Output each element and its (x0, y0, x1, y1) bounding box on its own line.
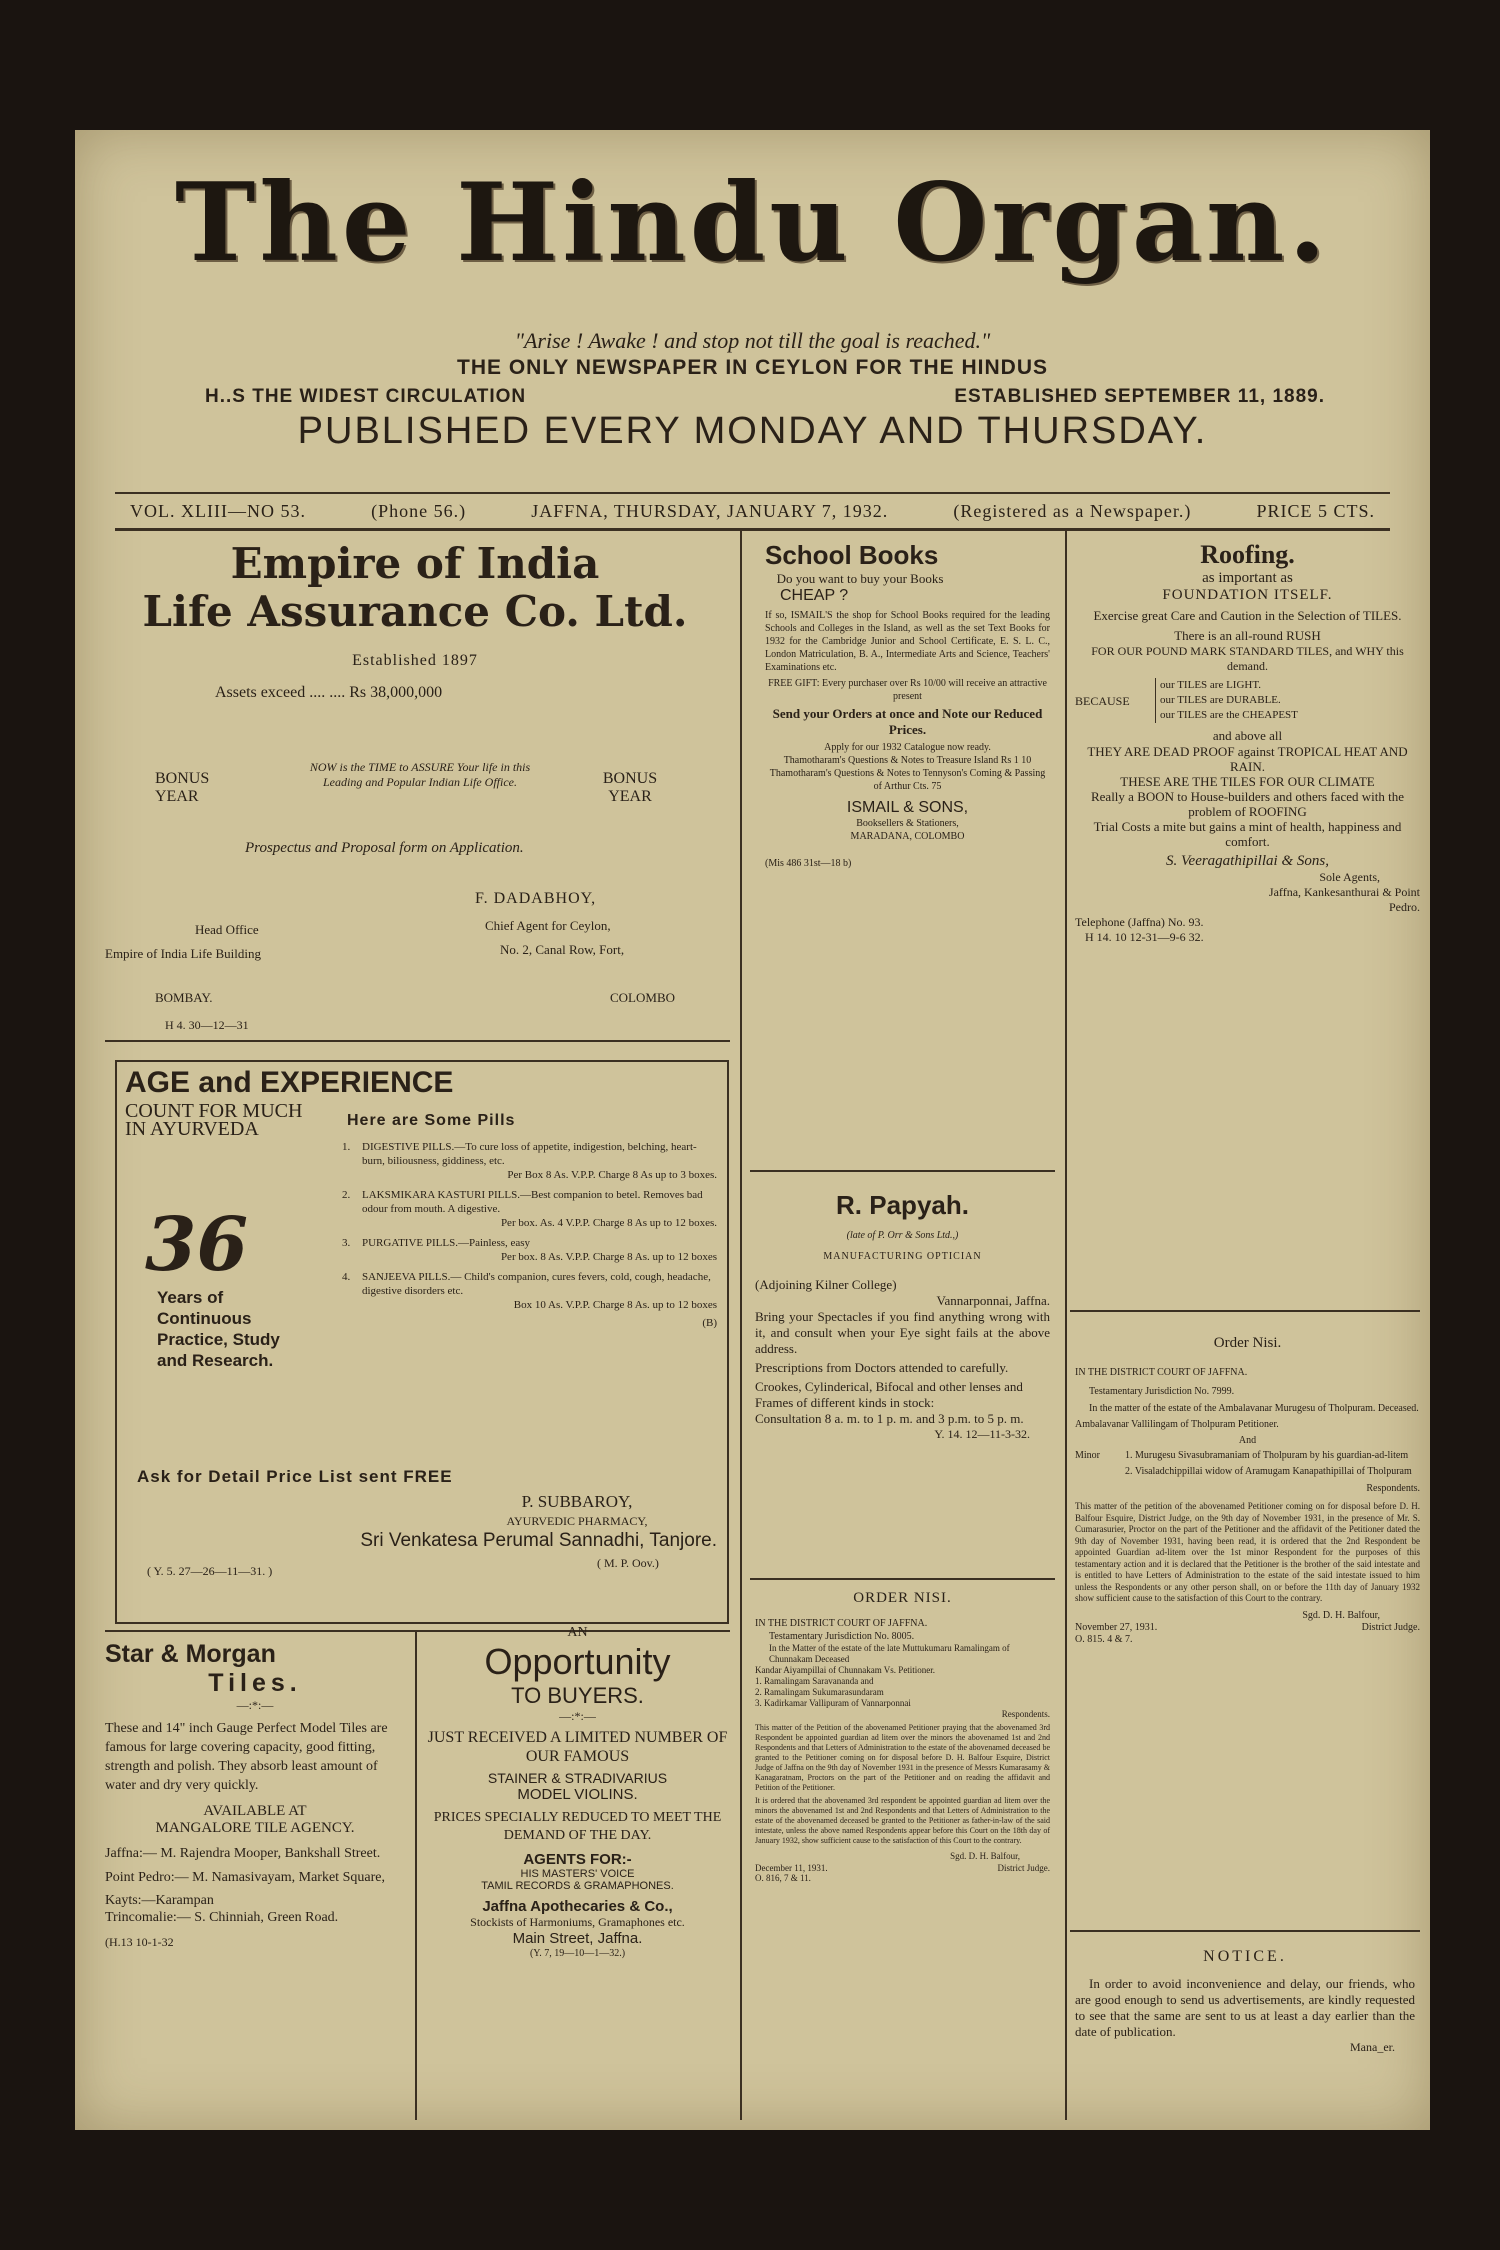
trade-line: MANUFACTURING OPTICIAN (823, 1251, 982, 1262)
order-code: O. 815. 4 & 7. (1075, 1633, 1133, 1645)
established-line: Established 1897 (352, 652, 478, 669)
agency-name: MANGALORE TILE AGENCY. (155, 1820, 355, 1836)
these-tiles: THESE ARE THE TILES FOR OUR CLIMATE (1120, 774, 1375, 789)
firm-name: ISMAIL & SONS, (846, 799, 969, 816)
dead-proof: THEY ARE DEAD PROOF against TROPICAL HEAT AND RAIN. (1087, 744, 1408, 774)
estate-matter: In the Matter of the estate of the late Muttukumaru Ramalingam of Chunnakam Deceased (769, 1643, 1010, 1664)
sole-agents: Sole Agents, (1319, 870, 1380, 884)
adjoining: (Adjoining Kilner College) (755, 1277, 897, 1292)
send-orders: Send your Orders at once and Note our Reduced Prices. (772, 706, 1043, 737)
star-morgan-ad (105, 1640, 405, 1950)
colombo-line: COLOMBO (610, 990, 676, 1005)
ad-code: H 4. 30—12—31 (165, 1018, 249, 1032)
because-label: BECAUSE (1075, 694, 1130, 708)
agent-name: P. SUBBAROY, (521, 1492, 633, 1511)
pill-description: SANJEEVA PILLS.— Child's companion, cures fevers, cold, cough, headache, digestive disorders etc. (362, 1271, 711, 1297)
order-code: O. 816, 7 & 11. (755, 1873, 811, 1883)
pill-number: 3. (342, 1237, 351, 1249)
judge-title: District Judge. (1361, 1621, 1420, 1633)
notice-title: Order Nisi. (1213, 1335, 1282, 1351)
lenses-stock: Crookes, Cylinderical, Bifocal and other lenses and Frames of different kinds in stock: (755, 1379, 1023, 1410)
proprietor: ( M. P. Oov.) (597, 1556, 659, 1570)
firm-name: S. Veeragathipillai & Sons, (1166, 853, 1329, 869)
reason-light: our TILES are LIGHT. (1160, 679, 1262, 691)
roofing-sub: FOUNDATION ITSELF. (1162, 587, 1333, 603)
respondent: 1. Ramalingam Saravananda and (755, 1676, 874, 1686)
motto: "Arise ! Awake ! and stop not till the goal is reached." (514, 328, 991, 353)
ad-code: (Y. 7, 19—10—1—32.) (529, 1948, 626, 1959)
tamil-records: TAMIL RECORDS & GRAMAPHONES. (481, 1880, 674, 1892)
prices-reduced: PRICES SPECIALLY REDUCED TO MEET THE DEMAND OF THE DAY. (433, 1810, 722, 1843)
his-masters-voice: HIS MASTERS' VOICE (520, 1868, 635, 1880)
section-rule (1070, 1930, 1420, 1932)
publication-schedule: PUBLISHED EVERY MONDAY AND THURSDAY. (297, 410, 1208, 452)
roofing-ad (1075, 540, 1420, 945)
ad-title: Opportunity (484, 1641, 671, 1682)
judge-title: District Judge. (997, 1863, 1050, 1873)
column-divider (740, 530, 742, 2120)
established-note: ESTABLISHED SEPTEMBER 11, 1889. (954, 386, 1325, 407)
rush-line: There is an all-round RUSH (1174, 628, 1321, 643)
free-gift: FREE GIFT: Every purchaser over Rs 10/00 will receive an attractive present (768, 678, 1047, 702)
ayurveda-ad (115, 1060, 729, 1624)
trial-line: Trial Costs a mite but gains a mint of health, happiness and comfort. (1093, 819, 1402, 849)
reason-durable: our TILES are DURABLE. (1160, 694, 1281, 706)
notice-signature: Mana_er. (1350, 2040, 1395, 2054)
estate-matter: In the matter of the estate of the Ambalavanar Murugesu of Tholpuram. Deceased. (1089, 1403, 1419, 1414)
ad-code: (Mis 486 31st—18 b) (765, 858, 852, 869)
ad-code: Y. 14. 12—11-3-32. (934, 1427, 1030, 1441)
place: Vannarponnai, Jaffna. (936, 1293, 1050, 1308)
ad-code: ( Y. 5. 27—26—11—31. ) (147, 1564, 273, 1578)
boon-line: Really a BOON to House-builders and others faced with the problem of ROOFING (1090, 789, 1404, 819)
separator: —:*:— (559, 1709, 596, 1723)
because-block (1075, 678, 1420, 728)
above-all: and above all (1212, 728, 1283, 743)
assure-text: NOW is the TIME to ASSURE Your life in this Leading and Popular Indian Life Office. (309, 760, 531, 789)
assets-line: Assets exceed .... .... Rs 38,000,000 (215, 684, 443, 701)
firm-trade: Booksellers & Stationers, (856, 818, 959, 829)
court-name: IN THE DISTRICT COURT OF JAFFNA. (1075, 1367, 1248, 1378)
kayts-branch: Kayts:—Karampan (105, 1893, 214, 1908)
pill-number: 4. (342, 1271, 351, 1283)
pill-price: Per box. As. 4 V.P.P. Charge 8 As up to 12 boxes. (500, 1217, 717, 1229)
and-label: And (1238, 1435, 1257, 1446)
order-nisi-7999 (1075, 1335, 1420, 1646)
signature: Sgd. D. H. Balfour, (1302, 1609, 1380, 1621)
pill-item (342, 1188, 717, 1230)
street-address: Main Street, Jaffna. (512, 1930, 643, 1947)
tagline: THE ONLY NEWSPAPER IN CEYLON FOR THE HINDUS (457, 356, 1048, 379)
pound-mark: FOR OUR POUND MARK STANDARD TILES, and WHY this demand. (1091, 644, 1404, 673)
pill-item (342, 1236, 717, 1264)
masthead (75, 130, 1430, 480)
head-office-building: Empire of India Life Building (105, 946, 261, 961)
order-nisi-8005 (755, 1590, 1050, 1883)
firm-location: MARADANA, COLOMBO (850, 831, 965, 842)
ad-subtitle: Life Assurance Co. Ltd. (142, 587, 688, 636)
dateline-rule (115, 528, 1390, 531)
pharmacy-name: AYURVEDIC PHARMACY, (506, 1514, 648, 1528)
stockists: Stockists of Harmoniums, Gramaphones etc. (470, 1915, 685, 1929)
jurisdiction: Testamentary Jurisdiction No. 8005. (769, 1631, 915, 1642)
ad-body: These and 14" inch Gauge Perfect Model Tiles are famous for large covering capacity, good fitting, strength and polish. They absorb least amount of water and dry very quickly. (105, 1721, 388, 1793)
late-of: (late of P. Orr & Sons Ltd.,) (846, 1230, 959, 1241)
cheap-line: CHEAP ? (780, 587, 849, 604)
masthead-rule (115, 492, 1390, 494)
section-rule (750, 1170, 1055, 1172)
order-date: December 11, 1931. (755, 1863, 828, 1873)
count-for-much: COUNT FOR MUCH (125, 1100, 303, 1122)
order-date: November 27, 1931. (1075, 1621, 1158, 1633)
firm-name: Sri Venkatesa Perumal Sannadhi, Tanjore. (360, 1530, 717, 1551)
circulation-note: H..S THE WIDEST CIRCULATION (205, 386, 527, 407)
pill-price: Per box. 8 As. V.P.P. Charge 8 As. up to 12 boxes (500, 1251, 717, 1263)
phone-number: (Phone 56.) (371, 501, 467, 521)
newspaper-title: The Hindu Organ. (174, 160, 1331, 286)
firm-name: Jaffna Apothecaries & Co., (482, 1898, 673, 1915)
newspaper-page (75, 130, 1430, 2130)
pill-price: Box 10 As. V.P.P. Charge 8 As. up to 12 boxes (513, 1299, 717, 1311)
pill-description: LAKSMIKARA KASTURI PILLS.—Best companion to betel. Removes bad odour from mouth. A digestive. (362, 1189, 703, 1215)
ad-title: R. Papyah. (836, 1190, 969, 1220)
section-rule (750, 1578, 1055, 1580)
respondent: 2. Visaladchippillai widow of Aramugam Kanapathipillai of Tholpuram (1125, 1466, 1412, 1477)
notice-title: ORDER NISI. (853, 1590, 952, 1606)
bonus-year-left: BONUS YEAR (155, 770, 210, 805)
roofing-sub: as important as (1202, 570, 1293, 586)
pill-description: DIGESTIVE PILLS.—To cure loss of appetite, indigestion, belching, heart-burn, biliousness, giddiness, etc. (362, 1141, 697, 1167)
notice-title: NOTICE. (1203, 1948, 1287, 1965)
agent-name: F. DADABHOY, (475, 890, 597, 907)
respondents-label: Respondents. (1001, 1709, 1050, 1719)
separator: —:*:— (236, 1698, 274, 1712)
ad-title: Star & Morgan (105, 1640, 276, 1668)
ayurveda-title: AGE and EXPERIENCE (125, 1066, 454, 1099)
prospectus-line: Prospectus and Proposal form on Application. (245, 840, 524, 856)
notice-block (1075, 1948, 1415, 2055)
dateline (130, 501, 1375, 522)
telephone: Telephone (Jaffna) No. 93. (1075, 915, 1204, 929)
court-name: IN THE DISTRICT COURT OF JAFFNA. (755, 1618, 928, 1629)
exercise-care: Exercise great Care and Caution in the Selection of TILES. (1093, 608, 1402, 623)
prescriptions: Prescriptions from Doctors attended to carefully. (755, 1360, 1009, 1375)
bombay-line: BOMBAY. (155, 990, 213, 1005)
section-rule (1070, 1310, 1420, 1312)
price: PRICE 5 CTS. (1256, 501, 1375, 521)
firm-location: Jaffna, Kankesanthurai & Point Pedro. (1268, 885, 1420, 914)
catalogue-item: Thamotharam's Questions & Notes to Tennyson's Coming & Passing of Arthur Cts. 75 (769, 768, 1046, 792)
bring-spectacles: Bring your Spectacles if you find anything wrong with it, and consult when your Eye sight fails at the above address. (755, 1309, 1050, 1356)
years-text: Years of Continuous Practice, Study and Research. (157, 1288, 280, 1370)
years-number: 36 (145, 1202, 248, 1288)
pill-item (342, 1140, 717, 1182)
school-books-ad (765, 540, 1050, 870)
section-rule (105, 1040, 730, 1042)
pills-title: Here are Some Pills (347, 1112, 516, 1129)
respondent: 3. Kadirkamar Vallipuram of Vannarponnai (755, 1698, 911, 1708)
order-body: This matter of the Petition of the abovenamed Petitioner praying that the abovenamed 3rd Respondent be appointed guardian ad litem over the minors the abovenamed 1st and 2nd Respondents and that Letters of Administration to the estate of the abovenamed deceased be granted to the Petitioner coming on for disposal before D. H. Balfour Esquire, District Judge of Jaffna on the 9th day of November 1931 in the presence of Messrs Kumarasamy & Kanagaratnam, Proctors on the part of the Petitioner and on reading the affidavit and Petition of the Petitioner. (755, 1723, 1050, 1792)
respondent: 1. Murugesu Sivasubramaniam of Tholpuram by his guardian-ad-litem (1125, 1450, 1409, 1461)
ad-code: (H.13 10-1-32 (105, 1935, 174, 1949)
available-at: AVAILABLE AT (203, 1803, 307, 1819)
ad-title: School Books (765, 540, 939, 570)
bonus-year-right: BONUS YEAR (602, 770, 658, 805)
consultation-hours: Consultation 8 a. m. to 1 p. m. and 3 p.m. to 5 p. m. (755, 1411, 1024, 1426)
just-received: JUST RECEIVED A LIMITED NUMBER OF OUR FAMOUS (427, 1729, 728, 1765)
signature: Sgd. D. H. Balfour, (950, 1851, 1020, 1861)
model-violins: MODEL VIOLINS. (517, 1786, 638, 1803)
catalogue-item: Thamotharam's Questions & Notes to Treasure Island Rs 1 10 (783, 755, 1032, 766)
pill-description: PURGATIVE PILLS.—Painless, easy (362, 1237, 531, 1249)
agents-for: AGENTS FOR:- (523, 1851, 632, 1868)
ad-code: H 14. 10 12-31—9-6 32. (1085, 930, 1204, 944)
do-you-want: Do you want to buy your Books (776, 571, 944, 586)
place-date: JAFFNA, THURSDAY, JANUARY 7, 1932. (531, 501, 889, 521)
an-line: AN (567, 1625, 588, 1640)
head-office: Head Office (195, 922, 259, 937)
empire-of-india-ad (105, 540, 725, 980)
reason-cheapest: our TILES are the CHEAPEST (1160, 709, 1298, 721)
pill-number: 2. (342, 1189, 351, 1201)
petitioner: Ambalavanar Vallilingam of Tholpuram Petitioner. (1075, 1419, 1279, 1430)
violin-brands: STAINER & STRADIVARIUS (487, 1770, 668, 1786)
papyah-ad (755, 1190, 1050, 1442)
agent-title: Chief Agent for Ceylon, (485, 918, 611, 933)
minor-label: Minor (1075, 1450, 1100, 1461)
in-ayurveda: IN AYURVEDA (125, 1118, 259, 1140)
pills-list (342, 1140, 717, 1330)
registration: (Registered as a Newspaper.) (953, 501, 1192, 521)
petitioner: Kandar Aiyampillai of Chunnakam Vs. Petitioner. (755, 1665, 936, 1675)
ad-title: Empire of India (230, 539, 600, 588)
point-pedro-branch: Point Pedro:— M. Namasivayam, Market Square, (105, 1870, 385, 1885)
apply-catalogue: Apply for our 1932 Catalogue now ready. (824, 742, 991, 753)
ad-body: If so, ISMAIL'S the shop for School Books required for the leading Schools and Colleges in the Island, as well as the set Text Books for 1932 for the Cambridge Junior and School Certificate, E. S. L. C., London Matriculation, B. A., Intermediate Arts and Science, Teachers' Examinations etc. (765, 610, 1050, 673)
order-body: This matter of the petition of the abovenamed Petitioner coming on for disposal before D. H. Balfour Esquire, District Judge, on the 9th day of November 1931, in the presence of Mr. S. Cumarasurier, Proctor on the part of the Petitioner and the affidavit of the Petitioner dated the 9th day of November 1931, having been read, it is ordered that the 2nd Respondent be appointed Guardian ad-litem over the 1st minor Respondent for the purposes of this testamentary action and it is declared that the Petitioner is the brother of the said intestate and is entitled to have Letters of Administration to the estate of the said intestate issued to him unless the Respondents or any other person shall, on or before the 11th day of January 1932 show sufficient cause to the satisfaction of this Court to the contrary. (1075, 1501, 1420, 1603)
jaffna-branch: Jaffna:— M. Rajendra Mooper, Bankshall Street. (105, 1846, 381, 1861)
ad-subtitle: Tiles. (208, 1669, 302, 1697)
ad-title: Roofing. (1200, 540, 1295, 569)
column-divider (1065, 530, 1067, 2120)
respondent: 2. Ramalingam Sukumarasundaram (755, 1687, 884, 1697)
volume-number: VOL. XLIII—NO 53. (130, 501, 306, 521)
column-divider (415, 1630, 417, 2120)
ask-price-list: Ask for Detail Price List sent FREE (137, 1467, 453, 1486)
trincomalie-branch: Trincomalie:— S. Chinniah, Green Road. (105, 1910, 339, 1925)
opportunity-ad (425, 1625, 730, 1960)
b-mark: (B) (702, 1317, 717, 1329)
pill-price: Per Box 8 As. V.P.P. Charge 8 As up to 3 boxes. (507, 1169, 717, 1181)
respondents-label: Respondents. (1366, 1483, 1420, 1494)
jurisdiction: Testamentary Jurisdiction No. 7999. (1089, 1386, 1235, 1397)
agent-address: No. 2, Canal Row, Fort, (500, 942, 625, 957)
order-body: It is ordered that the abovenamed 3rd respondent be appointed guardian ad litem over the minors the abovenamed 1st and 2nd Respondents and that Letters of Administration to the estate of the abovenamed deceased be granted to the Petitioner as father-in-law of the said intestate, unless the above named Respondents appear before this Court on the 18th day of January 1932, show sufficient cause to the satisfaction of this Court to the contrary. (755, 1796, 1050, 1845)
to-buyers: TO BUYERS. (511, 1683, 644, 1708)
pill-number: 1. (342, 1141, 351, 1153)
pill-item (342, 1270, 717, 1312)
notice-body: In order to avoid inconvenience and delay, our friends, who are good enough to send us advertisements, are kindly requested to see that the same are sent to us at least a day earlier than the date of publication. (1075, 1976, 1415, 2039)
